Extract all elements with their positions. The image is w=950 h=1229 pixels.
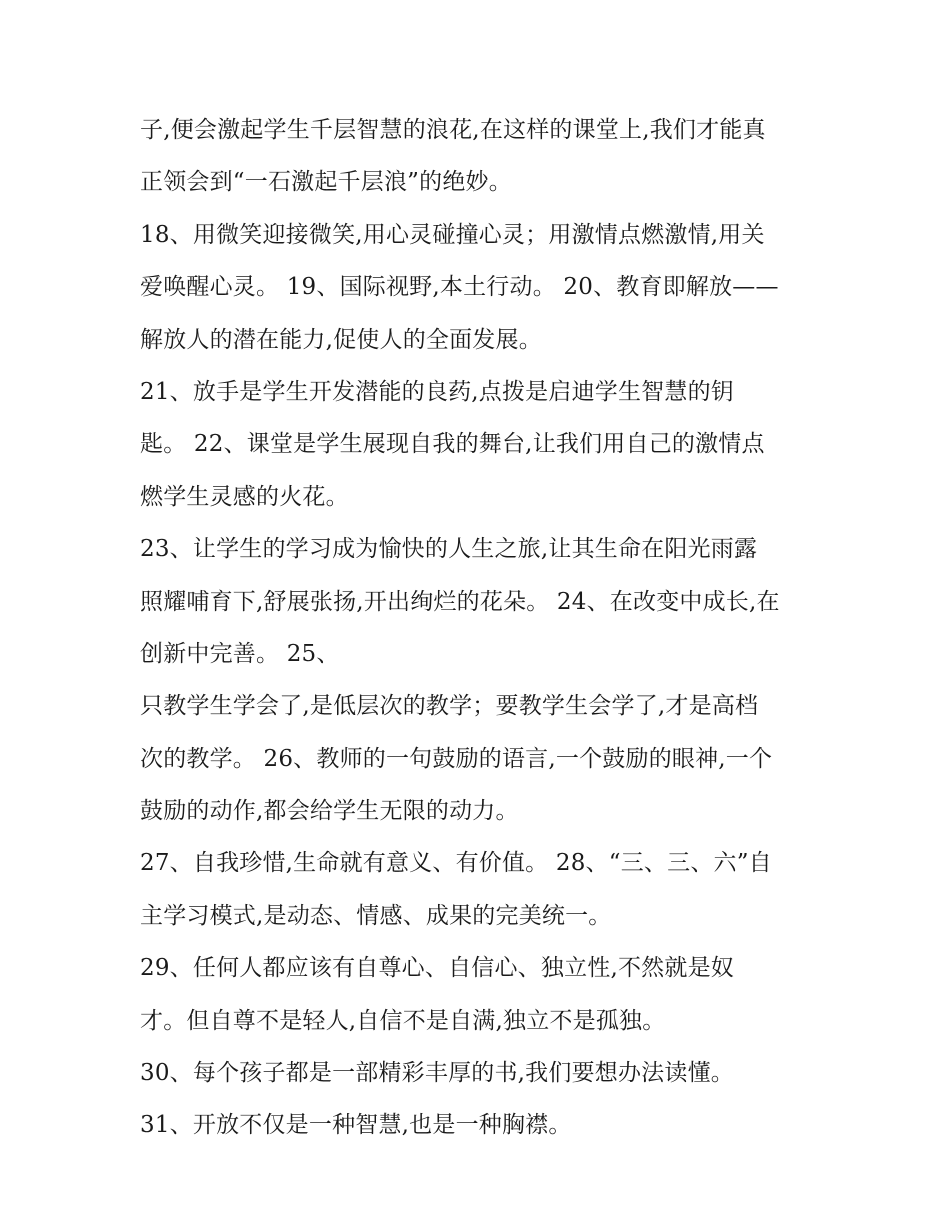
- text-line: 29、任何人都应该有自尊心、自信心、独立性,不然就是奴: [140, 955, 734, 982]
- text-line: 创新中完善。 25、: [140, 640, 340, 667]
- text-line: 31、开放不仅是一种智慧,也是一种胸襟。: [140, 1112, 572, 1139]
- text-line: 主学习模式,是动态、情感、成果的完美统一。: [140, 902, 612, 929]
- text-line: 鼓励的动作,都会给学生无限的动力。: [140, 798, 519, 825]
- text-line: 18、用微笑迎接微笑,用心灵碰撞心灵；用激情点燃激情,用关: [140, 221, 765, 248]
- text-line: 才。但自尊不是轻人,自信不是自满,独立不是孤独。: [140, 1007, 666, 1034]
- text-line: 21、放手是学生开发潜能的良药,点拨是启迪学生智慧的钥: [140, 378, 734, 405]
- text-line: 30、每个孩子都是一部精彩丰厚的书,我们要想办法读懂。: [140, 1060, 734, 1087]
- document-body: [140, 104, 820, 1152]
- text-line: 只教学生学会了,是低层次的教学；要教学生会学了,才是高档: [140, 693, 759, 720]
- text-line: 燃学生灵感的火花。: [140, 483, 349, 510]
- text-line: 子,便会激起学生千层智慧的浪花,在这样的课堂上,我们才能真: [140, 117, 766, 143]
- text-line: 解放人的潜在能力,促使人的全面发展。: [140, 326, 542, 353]
- text-line: 匙。 22、课堂是学生展现自我的舞台,让我们用自己的激情点: [140, 431, 765, 458]
- text-line: 爱唤醒心灵。 19、国际视野,本土行动。 20、教育即解放——: [140, 274, 779, 301]
- text-line: 次的教学。 26、教师的一句鼓励的语言,一个鼓励的眼神,一个: [140, 745, 773, 772]
- text-line: 23、让学生的学习成为愉快的人生之旅,让其生命在阳光雨露: [140, 536, 758, 563]
- text-line: 正领会到“一石激起千层浪”的绝妙。: [140, 169, 512, 196]
- text-line: 27、自我珍惜,生命就有意义、有价值。 28、“三、三、六”自: [140, 850, 772, 877]
- text-line: 照耀哺育下,舒展张扬,开出绚烂的花朵。 24、在改变中成长,在: [140, 588, 780, 615]
